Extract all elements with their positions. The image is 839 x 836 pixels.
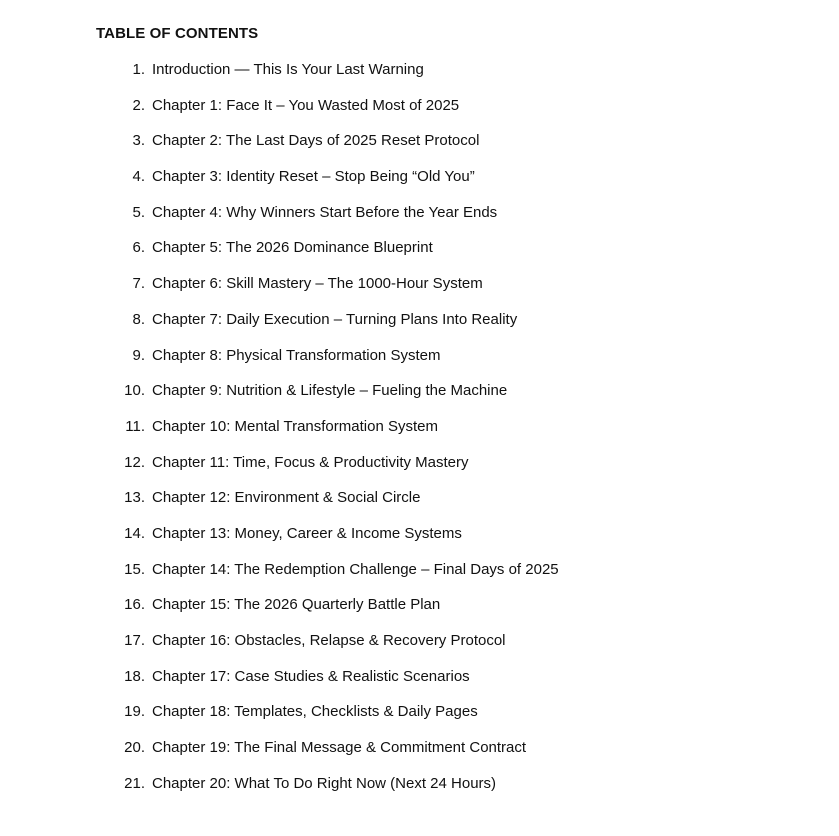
toc-item-text: Chapter 9: Nutrition & Lifestyle – Fueling the Machine	[152, 382, 508, 400]
toc-item-text: Chapter 15: The 2026 Quarterly Battle Plan	[152, 596, 441, 614]
toc-item-number: 11.	[125, 417, 145, 435]
toc-title: TABLE OF CONTENTS	[96, 25, 259, 42]
toc-item-text: Chapter 2: The Last Days of 2025 Reset Protocol	[152, 132, 480, 150]
toc-item-number: 9.	[132, 346, 145, 364]
toc-item-text: Chapter 16: Obstacles, Relapse & Recovery Protocol	[152, 632, 506, 649]
toc-item-number: 13.	[124, 489, 145, 507]
toc-item-text: Chapter 20: What To Do Right Now (Next 24 Hours)	[152, 774, 497, 792]
toc-item-number: 15.	[124, 560, 145, 578]
toc-item-text: Chapter 6: Skill Mastery – The 1000-Hour System	[152, 275, 483, 293]
toc-item-text: Chapter 4: Why Winners Start Before the Year Ends	[152, 203, 498, 221]
toc-item-number: 17.	[124, 632, 145, 649]
toc-item-number: 19.	[124, 703, 145, 721]
toc-item-number: 6.	[132, 239, 145, 257]
toc-item-number: 1.	[132, 61, 145, 78]
toc-item-text: Chapter 18: Templates, Checklists & Daily Pages	[152, 703, 478, 721]
toc-item-number: 8.	[132, 310, 145, 328]
toc-item-number: 7.	[132, 275, 145, 293]
toc-item-number: 21.	[124, 774, 145, 792]
toc-item-text: Chapter 7: Daily Execution – Turning Plans Into Reality	[152, 310, 518, 328]
toc-item-text: Introduction — This Is Your Last Warning	[152, 61, 424, 78]
toc-item-number: 4.	[132, 168, 145, 186]
toc-item-text: Chapter 8: Physical Transformation System	[152, 346, 441, 364]
toc-item-number: 12.	[124, 453, 145, 471]
toc-item-number: 18.	[124, 667, 145, 685]
toc-item-number: 16.	[124, 596, 145, 614]
toc-item-text: Chapter 1: Face It – You Wasted Most of 2025	[152, 96, 460, 114]
toc-item-text: Chapter 19: The Final Message & Commitment Contract	[152, 739, 527, 757]
toc-item-text: Chapter 17: Case Studies & Realistic Scenarios	[152, 667, 470, 685]
toc-item-text: Chapter 5: The 2026 Dominance Blueprint	[152, 239, 433, 257]
toc-item-text: Chapter 3: Identity Reset – Stop Being “Old You”	[152, 168, 475, 186]
toc-item-text: Chapter 11: Time, Focus & Productivity Mastery	[152, 453, 469, 471]
toc-item-number: 14.	[124, 524, 145, 542]
toc-item-number: 5.	[132, 203, 145, 221]
toc-item-text: Chapter 14: The Redemption Challenge – Final Days of 2025	[152, 560, 559, 578]
toc-item-number: 10.	[124, 382, 145, 400]
toc-item-number: 3.	[132, 132, 145, 150]
toc-item-text: Chapter 12: Environment & Social Circle	[152, 489, 421, 507]
toc-item-text: Chapter 13: Money, Career & Income Systems	[152, 524, 462, 542]
toc-item-number: 20.	[124, 739, 145, 757]
toc-item-text: Chapter 10: Mental Transformation System	[152, 417, 438, 435]
toc-item-number: 2.	[132, 96, 145, 114]
